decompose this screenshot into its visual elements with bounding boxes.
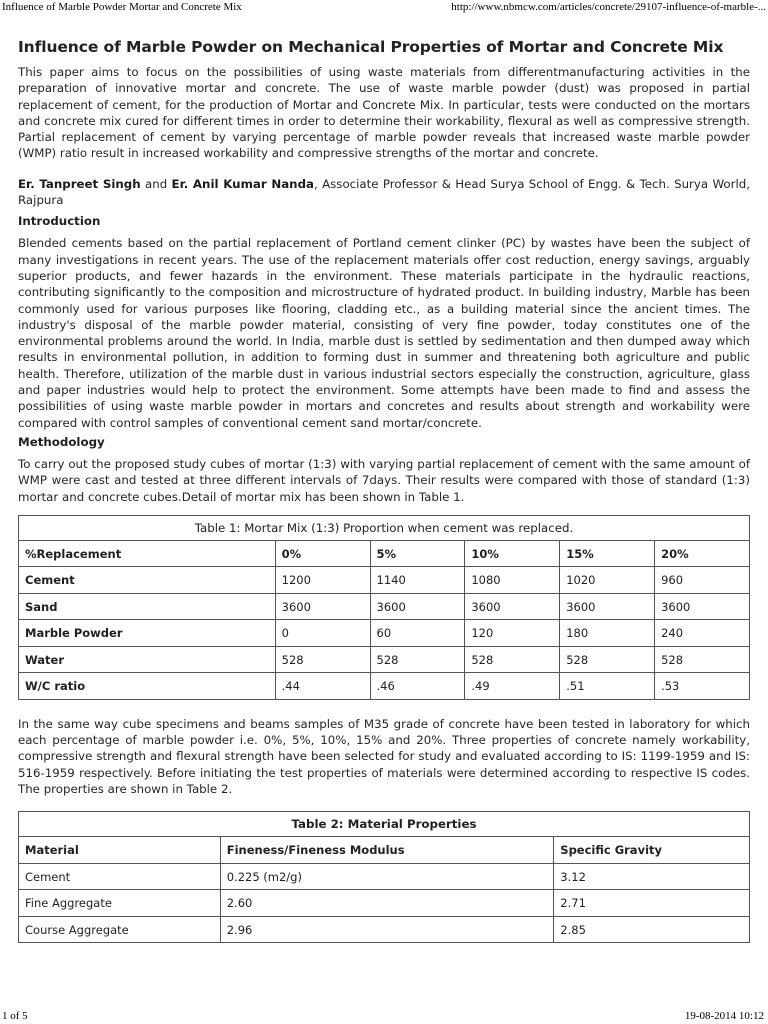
table-cell: 2.96 (220, 916, 554, 943)
table-1 (18, 515, 750, 700)
print-header (0, 0, 768, 16)
table-row (19, 863, 750, 890)
table-cell: 1020 (560, 567, 655, 594)
table-cell: 1080 (465, 567, 560, 594)
table-cell: 0 (275, 620, 370, 647)
table-cell: Sand (19, 593, 276, 620)
print-header-title: Influence of Marble Powder Mortar and Concrete Mix (2, 1, 242, 13)
table-2-header-cell: Fineness/Fineness Modulus (220, 837, 554, 864)
print-datetime: 19-08-2014 10:12 (684, 1010, 764, 1022)
affiliation: , Associate Professor & Head Surya School of Engg. & Tech. Surya World, Rajpura (18, 176, 751, 208)
table-2-header-cell: Specific Gravity (554, 837, 750, 864)
table-cell: 528 (275, 646, 370, 673)
table-1-header-cell: %Replacement (19, 540, 276, 567)
table-cell: .46 (370, 673, 465, 700)
table-cell: Marble Powder (19, 620, 276, 647)
article-title: Influence of Marble Powder on Mechanical Properties of Mortar and Concrete Mix (18, 38, 724, 56)
table-cell: 3600 (560, 593, 655, 620)
table-row (19, 916, 750, 943)
table-1-header-cell: 5% (370, 540, 465, 567)
table-cell: Water (19, 646, 276, 673)
table-1-header-cell: 10% (465, 540, 560, 567)
table-row (19, 646, 750, 673)
table-row (19, 890, 750, 917)
table-cell: 2.71 (554, 890, 750, 917)
table-cell: W/C ratio (19, 673, 276, 700)
table-1-header-cell: 0% (275, 540, 370, 567)
table-cell: .49 (465, 673, 560, 700)
table-cell: 60 (370, 620, 465, 647)
table-cell: Fine Aggregate (19, 890, 221, 917)
table-2-header-cell: Material (19, 837, 221, 864)
table-1-header-cell: 15% (560, 540, 655, 567)
table-2-header-row (19, 837, 750, 864)
print-header-url: http://www.nbmcw.com/articles/concrete/29107-influence-of-marble-... (451, 1, 766, 13)
abstract: This paper aims to focus on the possibilities of using waste materials from differentmanufacturing activities in the preparation of innovative mortar and concrete. The use of waste marble powder (dust) was proposed in partial replacement of cement, for the production of Mortar and Concrete Mix. In particular, tests were conducted on the mortars and concrete mix cured for different times in order to determine their workability, flexural as well as compressive strength. Partial replacement of cement by varying percentage of marble powder reveals that increased waste marble powder (WMP) ratio result in increased workability and compressive strengths of the mortar and concrete. (18, 65, 750, 161)
table-cell: Course Aggregate (19, 916, 221, 943)
table-cell: 120 (465, 620, 560, 647)
table-row (19, 673, 750, 700)
methodology-text: To carry out the proposed study cubes of mortar (1:3) with varying partial replacement of cement with the same amount of WMP were cast and tested at three different intervals of 7days. Their results were compared with those of standard (1:3) mortar and concrete cubes.Detail of mortar mix has been shown in Table 1. (18, 456, 750, 504)
table-cell: 240 (655, 620, 750, 647)
table-cell: 3600 (465, 593, 560, 620)
print-footer (0, 1008, 768, 1024)
table-1-header-cell: 20% (655, 540, 750, 567)
table-cell: .53 (655, 673, 750, 700)
table-cell: 528 (655, 646, 750, 673)
introduction-text: Blended cements based on the partial replacement of Portland cement clinker (PC) by wastes have been the subject of many investigations in recent years. The use of the replacement materials offer cost reduction, energy savings, arguably superior products, and fewer hazards in the environment. These materials participate in the hydraulic reactions, contributing significantly to the composition and microstructure of hydrated product. In building industry, Marble has been commonly used for various purposes like flooring, cladding etc., as a building material since the ancient times. The industry's disposal of the marble powder material, consisting of very fine powder, today constitutes one of the environmental problems around the world. In India, marble dust is settled by sedimentation and then dumped away which results in environmental pollution, in addition to forming dust in summer and threatening both agriculture and public health. Therefore, utilization of the marble dust in various industrial sectors especially the construction, agriculture, glass and paper industries would help to protect the environment. Some attempts have been made to find and assess the possibilities of using waste marble powder in mortars and concretes and results about strength and workability were compared with control samples of conventional cement sand mortar/concrete. (18, 236, 750, 430)
table-cell: 528 (370, 646, 465, 673)
table-row (19, 593, 750, 620)
table-cell: 3600 (275, 593, 370, 620)
page-number: 1 of 5 (2, 1010, 28, 1022)
table-cell: .44 (275, 673, 370, 700)
table-2-caption: Table 2: Material Properties (18, 811, 750, 836)
table-cell: 180 (560, 620, 655, 647)
table-cell: 0.225 (m2/g) (220, 863, 554, 890)
authors (18, 176, 750, 209)
table-row (19, 620, 750, 647)
table-cell: 2.85 (554, 916, 750, 943)
table-cell: 3600 (370, 593, 465, 620)
table-cell: Cement (19, 567, 276, 594)
table-row (19, 567, 750, 594)
methodology-heading: Methodology (18, 434, 105, 449)
table-1-caption: Table 1: Mortar Mix (1:3) Proportion when cement was replaced. (18, 515, 750, 540)
table-cell: 1140 (370, 567, 465, 594)
table-cell: 528 (560, 646, 655, 673)
table-cell: 960 (655, 567, 750, 594)
table-cell: Cement (19, 863, 221, 890)
table-cell: 3.12 (554, 863, 750, 890)
table-cell: 3600 (655, 593, 750, 620)
introduction-heading: Introduction (18, 214, 101, 229)
table-1-header-row (19, 540, 750, 567)
author-1: Er. Tanpreet Singh (18, 176, 141, 191)
table-2 (18, 811, 750, 943)
table-cell: 1200 (275, 567, 370, 594)
author-conjunction: and (145, 176, 168, 191)
table-cell: .51 (560, 673, 655, 700)
concrete-testing-text: In the same way cube specimens and beams samples of M35 grade of concrete have been tested in laboratory for which each percentage of marble powder i.e. 0%, 5%, 10%, 15% and 20%. Three properties of concrete namely workability, compressive strength and flexural strength have been selected for study and evaluated according to IS: 1199-1959 and IS: 516-1959 respectively. Before initiating the test properties of materials were determined according to respective IS codes. The properties are shown in Table 2. (18, 716, 750, 797)
article (18, 38, 750, 943)
table-cell: 2.60 (220, 890, 554, 917)
table-cell: 528 (465, 646, 560, 673)
author-2: Er. Anil Kumar Nanda (171, 176, 314, 191)
